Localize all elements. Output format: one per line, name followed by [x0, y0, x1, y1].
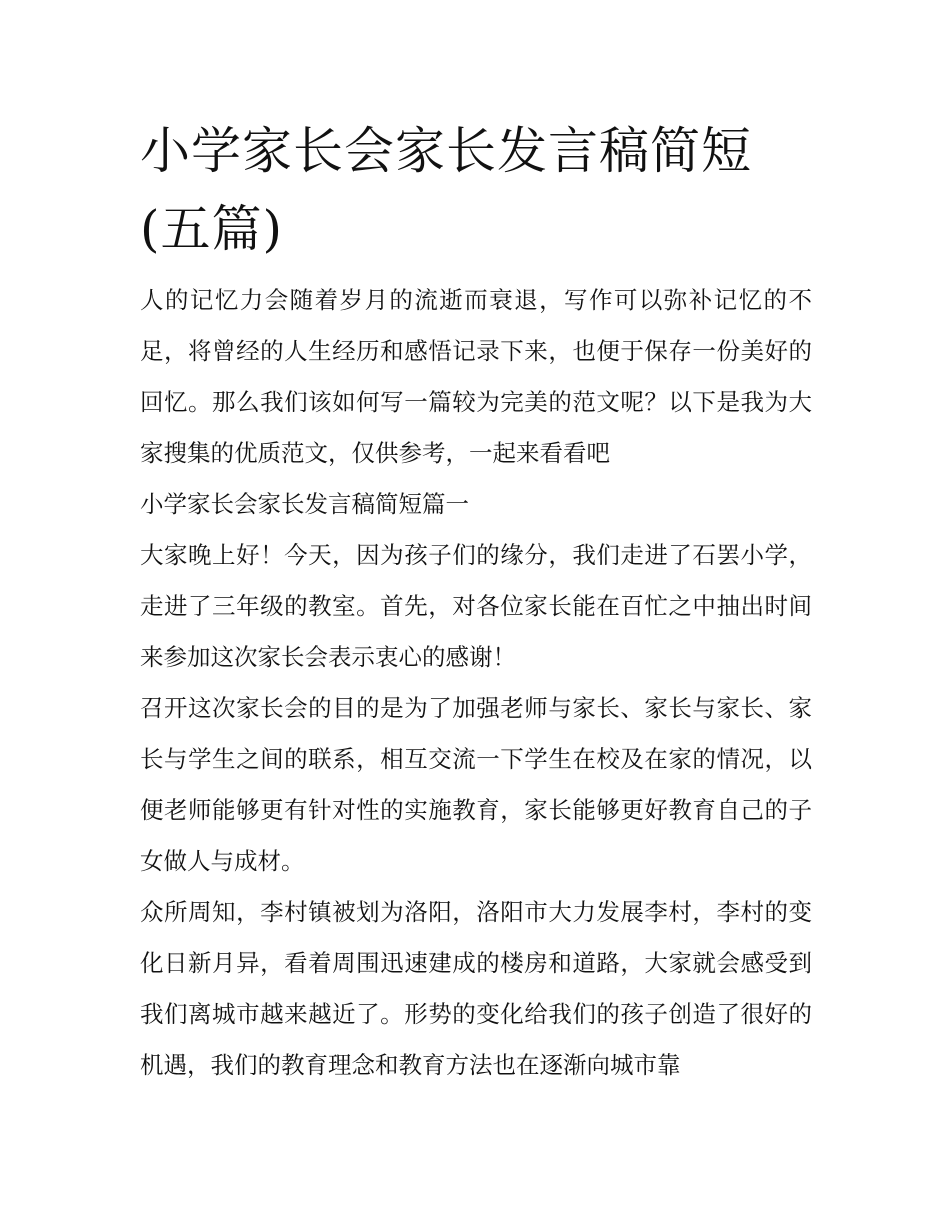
document-title: 小学家长会家长发言稿简短(五篇)	[140, 122, 752, 258]
body-paragraph: 大家晚上好！今天，因为孩子们的缘分，我们走进了石罢小学，走进了三年级的教室。首先，对各位家长能在百忙之中抽出时间来参加这次家长会表示衷心的感谢！	[140, 541, 812, 671]
body-paragraph: 召开这次家长会的目的是为了加强老师与家长、家长与家长、家长与学生之间的联系，相互交流一下学生在校及在家的情况，以便老师能够更有针对性的实施教育，家长能够更好教育自己的子女做人与成材。	[140, 694, 812, 875]
section-heading: 小学家长会家长发言稿简短篇一	[140, 490, 469, 518]
document-body	[140, 275, 812, 1091]
body-paragraph: 众所周知，李村镇被划为洛阳，洛阳市大力发展李村，李村的变化日新月异，看着周围迅速建成的楼房和道路，大家就会感受到我们离城市越来越近了。形势的变化给我们的孩子创造了很好的机遇，我们的教育理念和教育方法也在逐渐向城市靠	[140, 898, 812, 1079]
intro-paragraph: 人的记忆力会随着岁月的流逝而衰退，写作可以弥补记忆的不足，将曾经的人生经历和感悟记录下来，也便于保存一份美好的回忆。那么我们该如何写一篇较为完美的范文呢？以下是我为大家搜集的优质范文，仅供参考，一起来看看吧	[140, 286, 812, 467]
